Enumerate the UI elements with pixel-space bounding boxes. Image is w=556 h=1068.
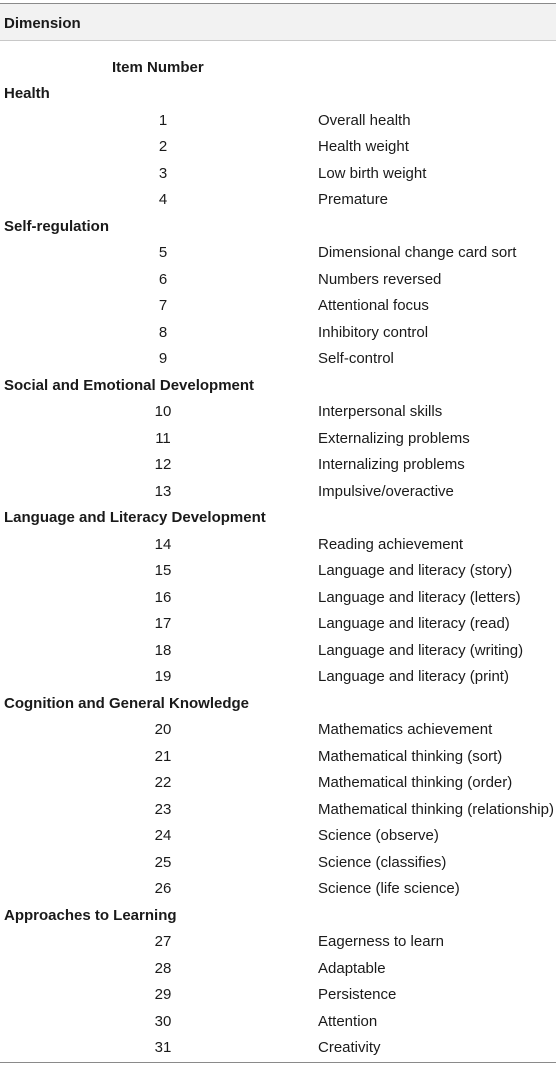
item-name: Persistence [318, 986, 397, 1003]
table-row [0, 716, 556, 743]
group-row [0, 372, 556, 399]
table-row [0, 266, 556, 293]
item-name: Self-control [318, 350, 394, 367]
item-name: Dimensional change card sort [318, 244, 517, 261]
table-row [0, 981, 556, 1008]
item-number: 24 [154, 827, 172, 844]
table-row [0, 557, 556, 584]
item-name: Creativity [318, 1039, 381, 1056]
item-number: 31 [154, 1039, 172, 1056]
group-row [0, 504, 556, 531]
item-name: Mathematical thinking (sort) [318, 747, 503, 765]
table-row [0, 425, 556, 452]
item-name: Attentional focus [318, 297, 429, 314]
item-name: Numbers reversed [318, 270, 442, 288]
group-label: Cognition and General Knowledge [4, 694, 250, 712]
table-row [0, 398, 556, 425]
table-row [0, 186, 556, 213]
item-number: 26 [154, 880, 172, 897]
table-row [0, 849, 556, 876]
item-number: 1 [158, 111, 168, 129]
item-name: Adaptable [318, 959, 386, 977]
item-name: Low birth weight [318, 164, 427, 182]
item-name: Language and literacy (letters) [318, 588, 521, 606]
group-label: Health [4, 85, 50, 102]
item-name: Eagerness to learn [318, 933, 444, 950]
group-label: Approaches to Learning [4, 906, 177, 924]
item-name: Impulsive/overactive [318, 482, 454, 500]
group-row [0, 690, 556, 717]
item-number: 20 [154, 721, 172, 738]
table-row [0, 955, 556, 982]
table-row [0, 1034, 556, 1061]
item-name: Mathematical thinking (order) [318, 774, 513, 791]
item-number: 28 [154, 959, 172, 977]
table-row [0, 160, 556, 187]
item-name: Externalizing problems [318, 429, 470, 447]
table-row [0, 663, 556, 690]
item-number: 17 [154, 615, 172, 632]
group-row [0, 80, 556, 107]
header-rule [0, 40, 556, 41]
item-number: 11 [155, 429, 171, 447]
table-row [0, 1008, 556, 1035]
item-name: Attention [318, 1012, 378, 1030]
item-name: Language and literacy (writing) [318, 641, 524, 659]
item-name: Premature [318, 191, 389, 208]
item-number: 9 [158, 350, 168, 367]
table-row [0, 451, 556, 478]
item-name: Mathematical thinking (relationship) [318, 800, 554, 818]
item-number: 3 [158, 164, 168, 182]
item-number: 23 [154, 800, 172, 818]
item-number: 25 [154, 853, 172, 871]
group-label: Social and Emotional Development [4, 376, 255, 394]
item-number: 14 [154, 535, 172, 553]
table-row [0, 928, 556, 955]
item-number: 5 [158, 244, 168, 261]
item-number: 13 [154, 482, 172, 500]
item-number: 16 [154, 588, 172, 606]
bottom-rule [0, 1062, 556, 1063]
item-name: Interpersonal skills [318, 403, 443, 420]
item-name: Inhibitory control [318, 323, 429, 341]
table-body [0, 80, 556, 1061]
item-number: 15 [154, 562, 172, 579]
table-row [0, 478, 556, 505]
table-row [0, 345, 556, 372]
item-name: Reading achievement [318, 535, 464, 553]
item-name: Mathematics achievement [318, 721, 493, 738]
item-name: Science (classifies) [318, 853, 447, 871]
group-label: Language and Literacy Development [4, 509, 266, 526]
item-name: Overall health [318, 111, 411, 129]
header-dimension: Dimension [4, 15, 81, 32]
item-number: 7 [158, 297, 168, 314]
table-row [0, 822, 556, 849]
item-number: 21 [154, 747, 172, 765]
item-name: Language and literacy (story) [318, 562, 513, 579]
item-number: 18 [154, 641, 172, 659]
item-name: Language and literacy (read) [318, 615, 510, 632]
item-number: 30 [154, 1012, 172, 1030]
item-number: 6 [158, 270, 168, 288]
item-number: 12 [154, 456, 172, 473]
table-row [0, 610, 556, 637]
item-name: Internalizing problems [318, 456, 465, 473]
item-number: 19 [154, 668, 172, 685]
item-name: Language and literacy (print) [318, 668, 509, 685]
group-label: Self-regulation [4, 217, 110, 235]
item-name: Science (observe) [318, 827, 439, 844]
item-number: 4 [158, 191, 168, 208]
item-number: 8 [158, 323, 168, 341]
table-row [0, 769, 556, 796]
item-number: 2 [158, 138, 168, 155]
subheader-item-number: Item Number [112, 59, 204, 76]
group-row [0, 902, 556, 929]
table-row [0, 292, 556, 319]
table-row [0, 796, 556, 823]
item-number: 22 [154, 774, 172, 791]
item-name: Health weight [318, 138, 409, 155]
table-row [0, 107, 556, 134]
table-row [0, 584, 556, 611]
table-row [0, 239, 556, 266]
table-row [0, 637, 556, 664]
table-row [0, 743, 556, 770]
table-header [0, 4, 556, 41]
table-row [0, 133, 556, 160]
item-number: 27 [154, 933, 172, 950]
item-number: 29 [154, 986, 172, 1003]
table-row [0, 875, 556, 902]
table-row [0, 531, 556, 558]
item-number: 10 [154, 403, 172, 420]
item-name: Science (life science) [318, 880, 460, 897]
group-row [0, 213, 556, 240]
table-row [0, 319, 556, 346]
